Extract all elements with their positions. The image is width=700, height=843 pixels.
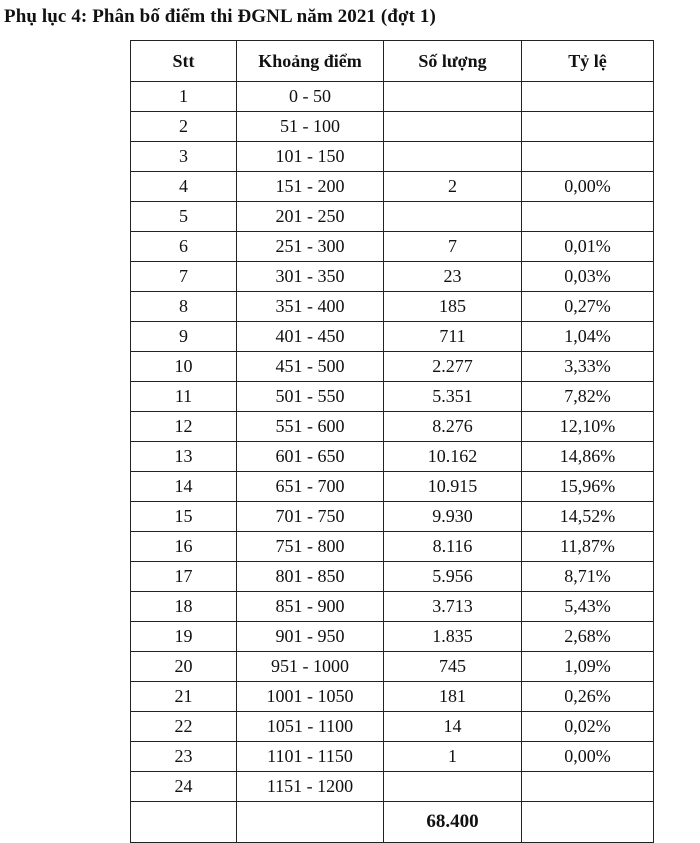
row-count: 745 — [384, 652, 522, 682]
table-body — [131, 82, 654, 802]
row-ratio — [522, 112, 654, 142]
row-count: 181 — [384, 682, 522, 712]
row-ratio: 1,09% — [522, 652, 654, 682]
row-score-range: 451 - 500 — [237, 352, 384, 382]
row-count: 10.162 — [384, 442, 522, 472]
row-stt: 21 — [131, 682, 237, 712]
row-ratio: 11,87% — [522, 532, 654, 562]
row-ratio — [522, 82, 654, 112]
row-count: 1.835 — [384, 622, 522, 652]
table-row — [131, 742, 654, 772]
row-score-range: 401 - 450 — [237, 322, 384, 352]
row-ratio: 0,01% — [522, 232, 654, 262]
header-ratio: Tỷ lệ — [522, 41, 654, 82]
row-score-range: 101 - 150 — [237, 142, 384, 172]
row-score-range: 651 - 700 — [237, 472, 384, 502]
row-score-range: 601 - 650 — [237, 442, 384, 472]
row-score-range: 251 - 300 — [237, 232, 384, 262]
row-score-range: 1151 - 1200 — [237, 772, 384, 802]
row-count: 2 — [384, 172, 522, 202]
header-count: Số lượng — [384, 41, 522, 82]
table-row — [131, 172, 654, 202]
row-score-range: 901 - 950 — [237, 622, 384, 652]
row-score-range: 951 - 1000 — [237, 652, 384, 682]
row-ratio — [522, 202, 654, 232]
row-stt: 5 — [131, 202, 237, 232]
row-stt: 22 — [131, 712, 237, 742]
row-ratio: 0,03% — [522, 262, 654, 292]
header-stt: Stt — [131, 41, 237, 82]
row-count: 2.277 — [384, 352, 522, 382]
row-stt: 10 — [131, 352, 237, 382]
row-count: 9.930 — [384, 502, 522, 532]
row-score-range: 501 - 550 — [237, 382, 384, 412]
row-stt: 3 — [131, 142, 237, 172]
table-row — [131, 112, 654, 142]
table-row — [131, 352, 654, 382]
row-ratio: 14,52% — [522, 502, 654, 532]
row-count: 5.351 — [384, 382, 522, 412]
table-row — [131, 532, 654, 562]
row-count: 14 — [384, 712, 522, 742]
row-count: 10.915 — [384, 472, 522, 502]
table-row — [131, 262, 654, 292]
row-count: 1 — [384, 742, 522, 772]
row-stt: 8 — [131, 292, 237, 322]
table-row — [131, 142, 654, 172]
row-ratio — [522, 142, 654, 172]
row-ratio: 12,10% — [522, 412, 654, 442]
row-ratio: 15,96% — [522, 472, 654, 502]
total-stt-cell — [131, 802, 237, 843]
row-count: 5.956 — [384, 562, 522, 592]
row-score-range: 351 - 400 — [237, 292, 384, 322]
page-title: Phụ lục 4: Phân bố điểm thi ĐGNL năm 2021 (đợt 1) — [4, 6, 436, 27]
row-stt: 24 — [131, 772, 237, 802]
row-ratio: 3,33% — [522, 352, 654, 382]
row-score-range: 1101 - 1150 — [237, 742, 384, 772]
row-count: 185 — [384, 292, 522, 322]
total-ratio-cell — [522, 802, 654, 843]
row-ratio: 2,68% — [522, 622, 654, 652]
table-row — [131, 202, 654, 232]
row-score-range: 51 - 100 — [237, 112, 384, 142]
row-ratio: 1,04% — [522, 322, 654, 352]
table-row — [131, 712, 654, 742]
table-row — [131, 772, 654, 802]
row-ratio: 0,00% — [522, 172, 654, 202]
score-distribution-table — [130, 40, 654, 843]
row-count — [384, 112, 522, 142]
row-stt: 1 — [131, 82, 237, 112]
table-row — [131, 502, 654, 532]
total-range-cell — [237, 802, 384, 843]
row-ratio: 5,43% — [522, 592, 654, 622]
table-row — [131, 652, 654, 682]
row-ratio: 0,00% — [522, 742, 654, 772]
row-stt: 7 — [131, 262, 237, 292]
row-ratio: 0,02% — [522, 712, 654, 742]
row-ratio: 8,71% — [522, 562, 654, 592]
row-score-range: 1001 - 1050 — [237, 682, 384, 712]
total-row — [131, 802, 654, 843]
row-score-range: 851 - 900 — [237, 592, 384, 622]
row-count: 3.713 — [384, 592, 522, 622]
table-row — [131, 472, 654, 502]
row-stt: 15 — [131, 502, 237, 532]
row-count: 711 — [384, 322, 522, 352]
table-row — [131, 82, 654, 112]
table-row — [131, 622, 654, 652]
row-count — [384, 142, 522, 172]
row-stt: 19 — [131, 622, 237, 652]
row-score-range: 0 - 50 — [237, 82, 384, 112]
row-stt: 16 — [131, 532, 237, 562]
row-stt: 23 — [131, 742, 237, 772]
row-ratio: 0,26% — [522, 682, 654, 712]
row-count: 8.276 — [384, 412, 522, 442]
table-row — [131, 442, 654, 472]
table-header-row — [131, 41, 654, 82]
row-score-range: 201 - 250 — [237, 202, 384, 232]
row-stt: 18 — [131, 592, 237, 622]
table-row — [131, 322, 654, 352]
row-stt: 2 — [131, 112, 237, 142]
row-ratio — [522, 772, 654, 802]
total-count: 68.400 — [384, 802, 522, 843]
row-score-range: 301 - 350 — [237, 262, 384, 292]
row-count: 7 — [384, 232, 522, 262]
row-stt: 12 — [131, 412, 237, 442]
row-score-range: 701 - 750 — [237, 502, 384, 532]
row-stt: 11 — [131, 382, 237, 412]
table-row — [131, 682, 654, 712]
row-stt: 9 — [131, 322, 237, 352]
row-count — [384, 202, 522, 232]
table-row — [131, 292, 654, 322]
row-count: 8.116 — [384, 532, 522, 562]
row-stt: 13 — [131, 442, 237, 472]
row-score-range: 1051 - 1100 — [237, 712, 384, 742]
row-ratio: 0,27% — [522, 292, 654, 322]
row-stt: 17 — [131, 562, 237, 592]
row-stt: 4 — [131, 172, 237, 202]
table-row — [131, 382, 654, 412]
table-row — [131, 412, 654, 442]
row-score-range: 751 - 800 — [237, 532, 384, 562]
row-score-range: 801 - 850 — [237, 562, 384, 592]
row-count: 23 — [384, 262, 522, 292]
row-stt: 20 — [131, 652, 237, 682]
row-stt: 14 — [131, 472, 237, 502]
table-row — [131, 232, 654, 262]
row-ratio: 7,82% — [522, 382, 654, 412]
row-score-range: 151 - 200 — [237, 172, 384, 202]
row-stt: 6 — [131, 232, 237, 262]
table-row — [131, 562, 654, 592]
header-score-range: Khoảng điểm — [237, 41, 384, 82]
row-score-range: 551 - 600 — [237, 412, 384, 442]
row-count — [384, 772, 522, 802]
row-ratio: 14,86% — [522, 442, 654, 472]
table-row — [131, 592, 654, 622]
row-count — [384, 82, 522, 112]
